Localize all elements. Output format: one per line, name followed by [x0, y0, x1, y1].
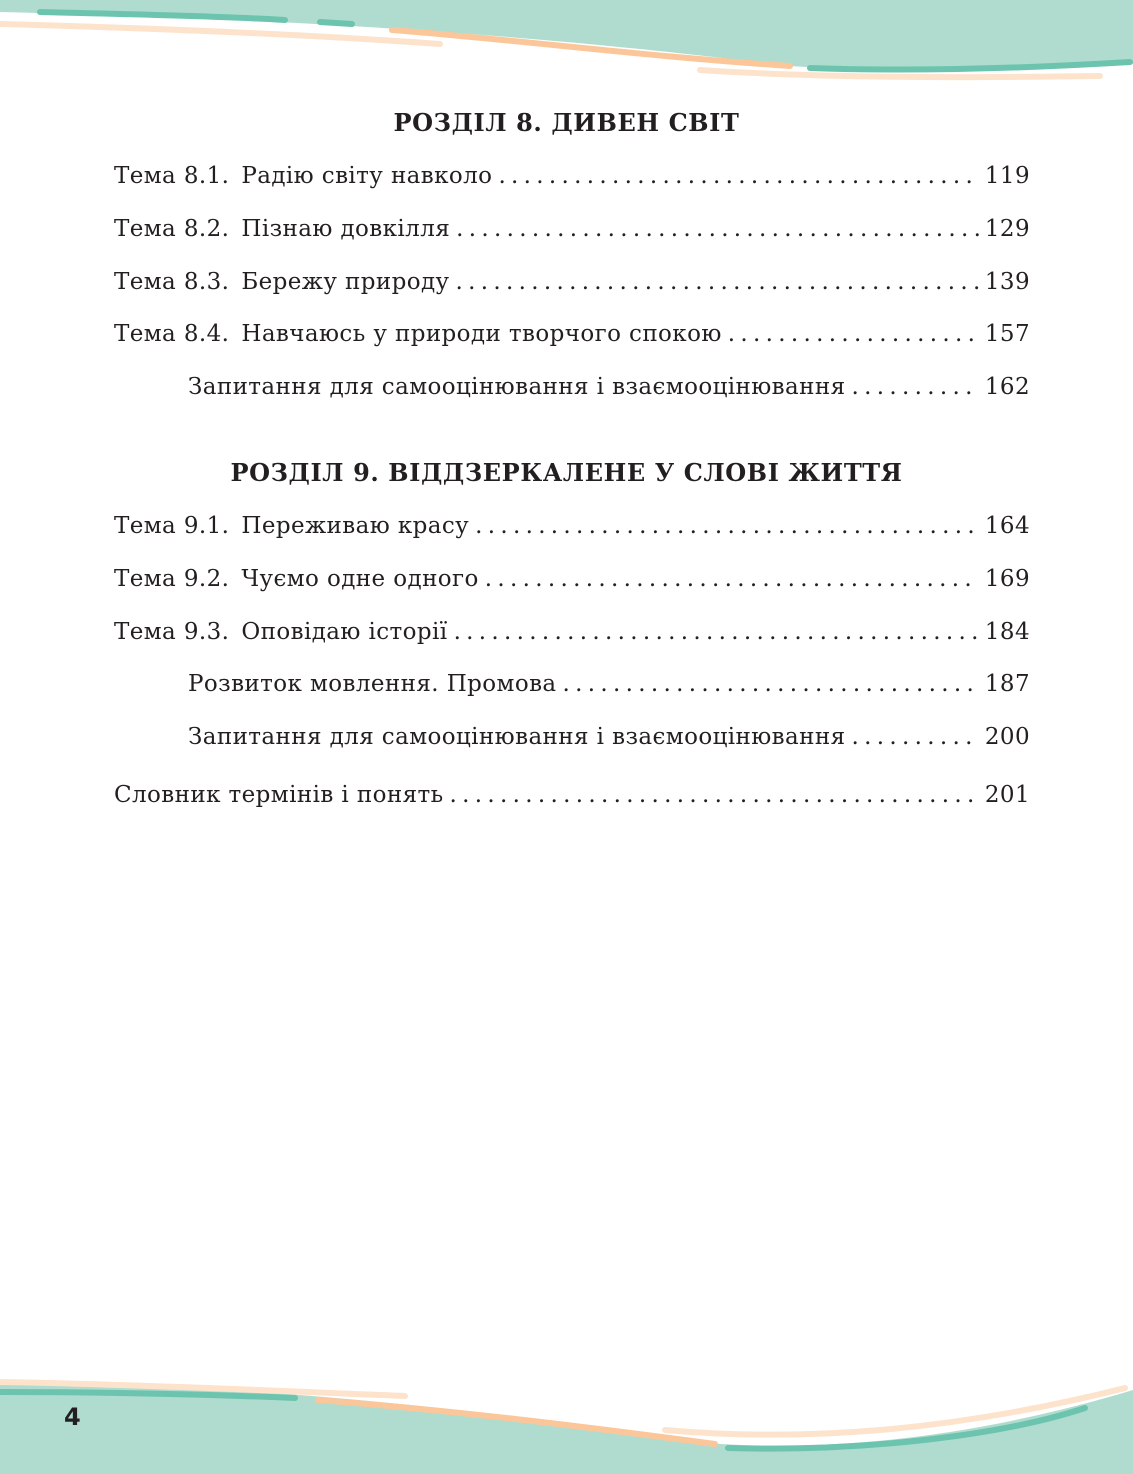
entry-title: Оповідаю історії [241, 619, 448, 645]
entry-number: Тема 9.2. [114, 566, 230, 592]
entry-number: Тема 8.2. [114, 216, 230, 242]
entry-title: Бережу природу [241, 269, 450, 295]
entry-page: 187 [984, 671, 1030, 697]
entry-title: Радію світу навколо [241, 163, 493, 189]
toc-entry[interactable] [188, 372, 1030, 402]
dot-leader [852, 372, 979, 402]
dot-leader [852, 722, 979, 752]
entry-page: 200 [984, 724, 1030, 750]
entry-page: 201 [984, 782, 1030, 808]
toc-entry[interactable] [114, 617, 1030, 647]
entry-number: Тема 8.4. [114, 321, 230, 347]
page-number: 4 [64, 1403, 81, 1431]
dot-leader [455, 267, 978, 297]
toc-entry[interactable] [114, 267, 1030, 297]
entry-title: Запитання для самооцінювання і взаємооцінювання [188, 724, 846, 750]
entry-page: 169 [984, 566, 1030, 592]
toc-entry[interactable] [114, 161, 1030, 191]
toc-entry[interactable] [114, 214, 1030, 244]
entry-page: 184 [984, 619, 1030, 645]
toc-entry[interactable] [114, 511, 1030, 541]
dot-leader [456, 214, 979, 244]
entry-number: Тема 9.3. [114, 619, 230, 645]
entry-title: Переживаю красу [241, 513, 470, 539]
entry-page: 164 [984, 513, 1030, 539]
entry-page: 139 [984, 269, 1030, 295]
toc-entry[interactable] [188, 669, 1030, 699]
toc-entry[interactable] [188, 722, 1030, 752]
section-title: РОЗДІЛ 9. ВІДДЗЕРКАЛЕНЕ У СЛОВІ ЖИТТЯ [230, 458, 903, 487]
entry-number: Тема 8.1. [114, 163, 230, 189]
dot-leader [450, 780, 979, 810]
bottom-wave-decoration [0, 1360, 1133, 1474]
entry-title: Навчаюсь у природи творчого спокою [241, 321, 722, 347]
toc-entry[interactable] [114, 319, 1030, 349]
entry-title: Пізнаю довкілля [241, 216, 451, 242]
entry-page: 129 [984, 216, 1030, 242]
dot-leader [454, 617, 979, 647]
dot-leader [728, 319, 979, 349]
entry-number: Тема 8.3. [114, 269, 230, 295]
entry-title: Словник термінів і понять [114, 782, 444, 808]
entry-page: 119 [984, 163, 1030, 189]
entry-title: Чуємо одне одного [241, 566, 479, 592]
toc-entry[interactable] [114, 564, 1030, 594]
dot-leader [485, 564, 979, 594]
entry-title: Розвиток мовлення. Промова [188, 671, 557, 697]
entry-title: Запитання для самооцінювання і взаємооцінювання [188, 374, 846, 400]
entry-page: 162 [984, 374, 1030, 400]
dot-leader [498, 161, 978, 191]
toc-entry-glossary[interactable] [114, 780, 1030, 810]
dot-leader [563, 669, 979, 699]
entry-number: Тема 9.1. [114, 513, 230, 539]
section-title: РОЗДІЛ 8. ДИВЕН СВІТ [393, 108, 740, 137]
top-wave-decoration [0, 0, 1133, 100]
dot-leader [475, 511, 979, 541]
entry-page: 157 [984, 321, 1030, 347]
